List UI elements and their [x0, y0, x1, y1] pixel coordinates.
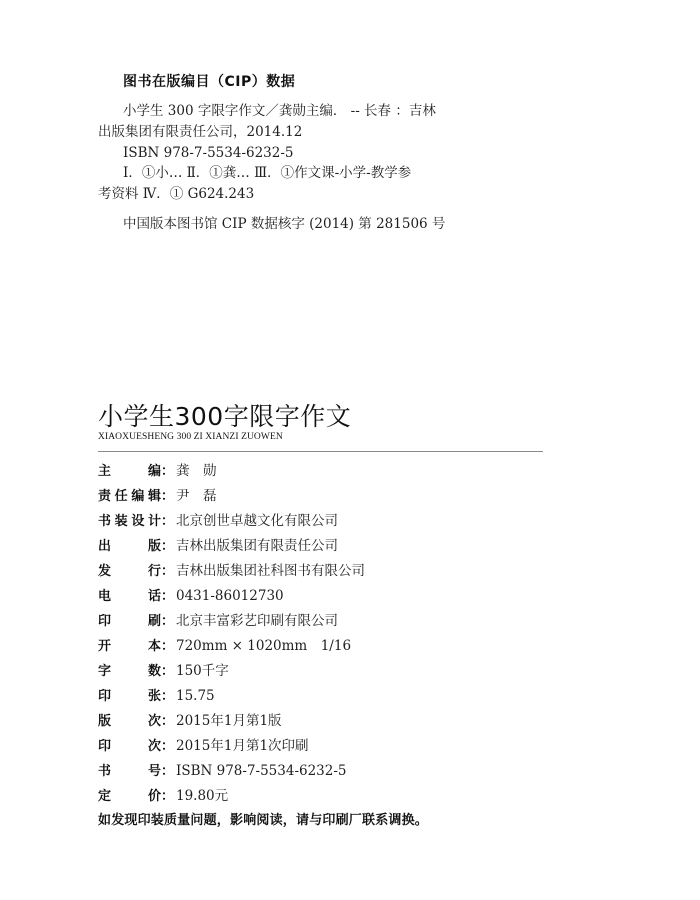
label-char: 价 — [147, 789, 161, 804]
cip-line — [98, 101, 478, 122]
cip-text: 考资料 Ⅳ．① G624.243 — [98, 186, 255, 202]
label-colon: ： — [160, 639, 174, 654]
cip-text: Ⅰ．①小… Ⅱ．①龚… Ⅲ．①作文课-小学-教学参 — [123, 165, 412, 181]
colophon-value: 15.75 — [176, 688, 215, 704]
colophon-row — [98, 659, 558, 684]
label-char: 书 — [98, 764, 112, 779]
label-char: 编 — [131, 489, 145, 504]
label-colon: ： — [160, 689, 174, 704]
colophon-label — [98, 734, 174, 759]
label-char-with-colon — [148, 509, 174, 534]
colophon-label — [98, 459, 174, 484]
colophon-value: 19.80元 — [176, 788, 229, 804]
label-char-with-colon — [148, 559, 174, 584]
label-char: 印 — [98, 689, 112, 704]
colophon-value: 2015年1月第1次印刷 — [176, 738, 309, 754]
colophon-label — [98, 759, 174, 784]
colophon-value: 150千字 — [176, 663, 229, 679]
label-char: 印 — [98, 739, 112, 754]
book-subtitle-pinyin: XIAOXUESHENG 300 ZI XIANZI ZUOWEN — [98, 432, 283, 442]
label-char-with-colon — [148, 609, 174, 634]
label-char: 出 — [98, 539, 112, 554]
label-colon: ： — [160, 564, 174, 579]
label-char: 本 — [147, 639, 161, 654]
colophon-label — [98, 634, 174, 659]
colophon-value: 吉林出版集团有限责任公司 — [176, 538, 338, 554]
label-char: 次 — [147, 714, 161, 729]
cip-record-number — [98, 214, 478, 235]
colophon-row — [98, 584, 558, 609]
colophon-row — [98, 559, 558, 584]
label-char: 印 — [98, 614, 112, 629]
label-colon: ： — [160, 664, 174, 679]
colophon-label — [98, 609, 174, 634]
label-colon: ： — [160, 789, 174, 804]
colophon-value: 尹 磊 — [176, 488, 217, 504]
cip-catalog-entry — [98, 101, 478, 164]
label-char-with-colon — [148, 634, 174, 659]
label-char: 开 — [98, 639, 112, 654]
colophon-label — [98, 659, 174, 684]
colophon-label — [98, 509, 174, 534]
label-char-with-colon — [148, 459, 174, 484]
label-colon: ： — [160, 539, 174, 554]
label-char: 主 — [98, 464, 112, 479]
cip-line — [98, 122, 478, 143]
colophon-row — [98, 484, 558, 509]
label-char: 话 — [147, 589, 161, 604]
colophon-value: 北京丰富彩艺印刷有限公司 — [176, 613, 338, 629]
label-char: 张 — [147, 689, 161, 704]
label-char: 设 — [131, 514, 145, 529]
colophon-list — [98, 459, 558, 809]
label-char-with-colon — [148, 684, 174, 709]
label-char-with-colon — [148, 584, 174, 609]
cip-isbn: ISBN 978-7-5534-6232-5 — [123, 145, 294, 161]
colophon-row — [98, 509, 558, 534]
colophon-value: 720mm × 1020mm 1/16 — [176, 638, 352, 654]
label-char: 次 — [147, 739, 161, 754]
colophon-label — [98, 584, 174, 609]
colophon-label — [98, 684, 174, 709]
label-char: 行 — [147, 564, 161, 579]
colophon-row — [98, 534, 558, 559]
label-char: 定 — [98, 789, 112, 804]
label-char: 号 — [147, 764, 161, 779]
colophon-label — [98, 484, 174, 509]
colophon-row — [98, 709, 558, 734]
label-colon: ： — [160, 764, 174, 779]
cip-classification — [98, 163, 478, 205]
colophon-value: 0431-86012730 — [176, 588, 284, 604]
label-char-with-colon — [148, 784, 174, 809]
label-char-with-colon — [148, 759, 174, 784]
label-char-with-colon — [148, 659, 174, 684]
book-title: 小学生300字限字作文 — [98, 402, 352, 431]
label-colon: ： — [160, 739, 174, 754]
label-char-with-colon — [148, 484, 174, 509]
label-char: 版 — [147, 539, 161, 554]
label-char-with-colon — [148, 709, 174, 734]
cip-line — [98, 143, 478, 164]
label-char: 版 — [98, 714, 112, 729]
label-colon: ： — [160, 464, 174, 479]
label-char: 编 — [147, 464, 161, 479]
label-colon: ： — [160, 489, 174, 504]
label-colon: ： — [160, 614, 174, 629]
label-char: 辑 — [147, 489, 161, 504]
label-char: 电 — [98, 589, 112, 604]
colophon-row — [98, 784, 558, 809]
cip-line — [98, 214, 478, 235]
colophon-value: 吉林出版集团社科图书有限公司 — [176, 563, 365, 579]
colophon-row — [98, 459, 558, 484]
label-char: 数 — [147, 664, 161, 679]
quality-notice: 如发现印装质量问题，影响阅读，请与印刷厂联系调换。 — [98, 813, 429, 828]
colophon-label — [98, 709, 174, 734]
label-char: 刷 — [147, 614, 161, 629]
cip-heading: 图书在版编目（CIP）数据 — [123, 74, 296, 90]
label-char: 书 — [98, 514, 112, 529]
label-char: 任 — [114, 489, 128, 504]
label-char: 装 — [114, 514, 128, 529]
label-char-with-colon — [148, 534, 174, 559]
label-char: 责 — [98, 489, 112, 504]
colophon-row — [98, 634, 558, 659]
colophon-row — [98, 609, 558, 634]
colophon-label — [98, 784, 174, 809]
cip-line — [98, 184, 478, 205]
colophon-row — [98, 759, 558, 784]
divider-rule — [98, 451, 543, 452]
cip-text: 中国版本图书馆 CIP 数据核字 (2014) 第 281506 号 — [123, 216, 446, 232]
colophon-value: ISBN 978-7-5534-6232-5 — [176, 763, 347, 779]
colophon-row — [98, 734, 558, 759]
cip-text: 小学生 300 字限字作文／龚勋主编． -- 长春 ：吉林 — [123, 103, 436, 119]
cip-text: 出版集团有限责任公司，2014.12 — [98, 124, 303, 140]
label-char-with-colon — [148, 734, 174, 759]
colophon-row — [98, 684, 558, 709]
label-colon: ： — [160, 514, 174, 529]
label-char: 字 — [98, 664, 112, 679]
label-colon: ： — [160, 714, 174, 729]
colophon-value: 龚 勋 — [176, 463, 217, 479]
label-char: 发 — [98, 564, 112, 579]
colophon-label — [98, 559, 174, 584]
colophon-value: 北京创世卓越文化有限公司 — [176, 513, 338, 529]
label-char: 计 — [147, 514, 161, 529]
colophon-value: 2015年1月第1版 — [176, 713, 282, 729]
cip-line — [98, 163, 478, 184]
colophon-label — [98, 534, 174, 559]
label-colon: ： — [160, 589, 174, 604]
